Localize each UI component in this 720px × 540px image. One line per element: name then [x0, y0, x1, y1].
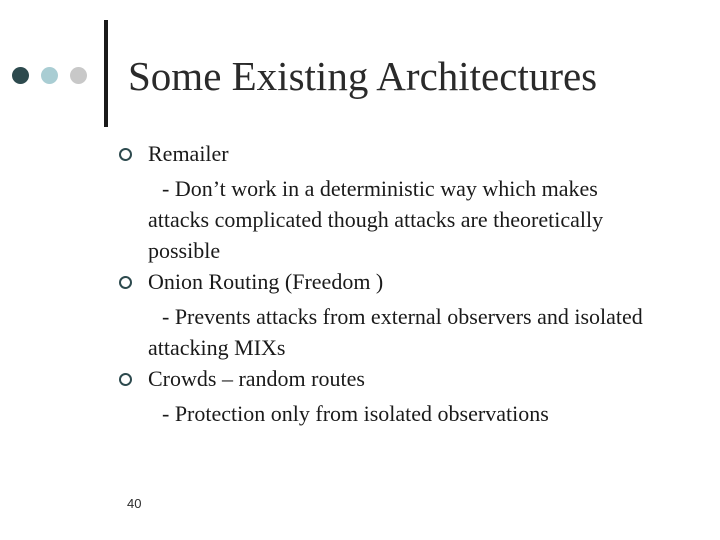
slide-title: Some Existing Architectures: [128, 53, 598, 99]
title-divider: [104, 20, 108, 127]
bullet-detail: [148, 394, 648, 429]
bullet-heading: Remailer: [148, 141, 229, 166]
decorative-dot-light-blue: [41, 67, 58, 84]
page-number: 40: [127, 496, 142, 511]
bullet-detail: [148, 169, 648, 266]
bullet-onion-routing: [0, 266, 720, 363]
decorative-dot-dark: [12, 67, 29, 84]
bullet-circle-icon: [119, 148, 132, 161]
bullet-remailer: [0, 138, 720, 266]
bullet-crowds: [0, 363, 720, 429]
decorative-dot-grey: [70, 67, 87, 84]
bullet-circle-icon: [119, 276, 132, 289]
bullet-heading: Onion Routing (Freedom ): [148, 269, 384, 294]
bullet-detail-text: - Protection only from isolated observations: [162, 401, 549, 426]
bullet-list: [0, 138, 720, 429]
bullet-detail-text: - Don’t work in a deterministic way which makes attacks complicated though attacks are theoretically possible: [148, 176, 604, 263]
bullet-detail: [148, 297, 648, 363]
bullet-circle-icon: [119, 373, 132, 386]
bullet-detail-text: - Prevents attacks from external observers and isolated attacking MIXs: [148, 304, 643, 360]
bullet-heading: Crowds – random routes: [148, 366, 365, 391]
